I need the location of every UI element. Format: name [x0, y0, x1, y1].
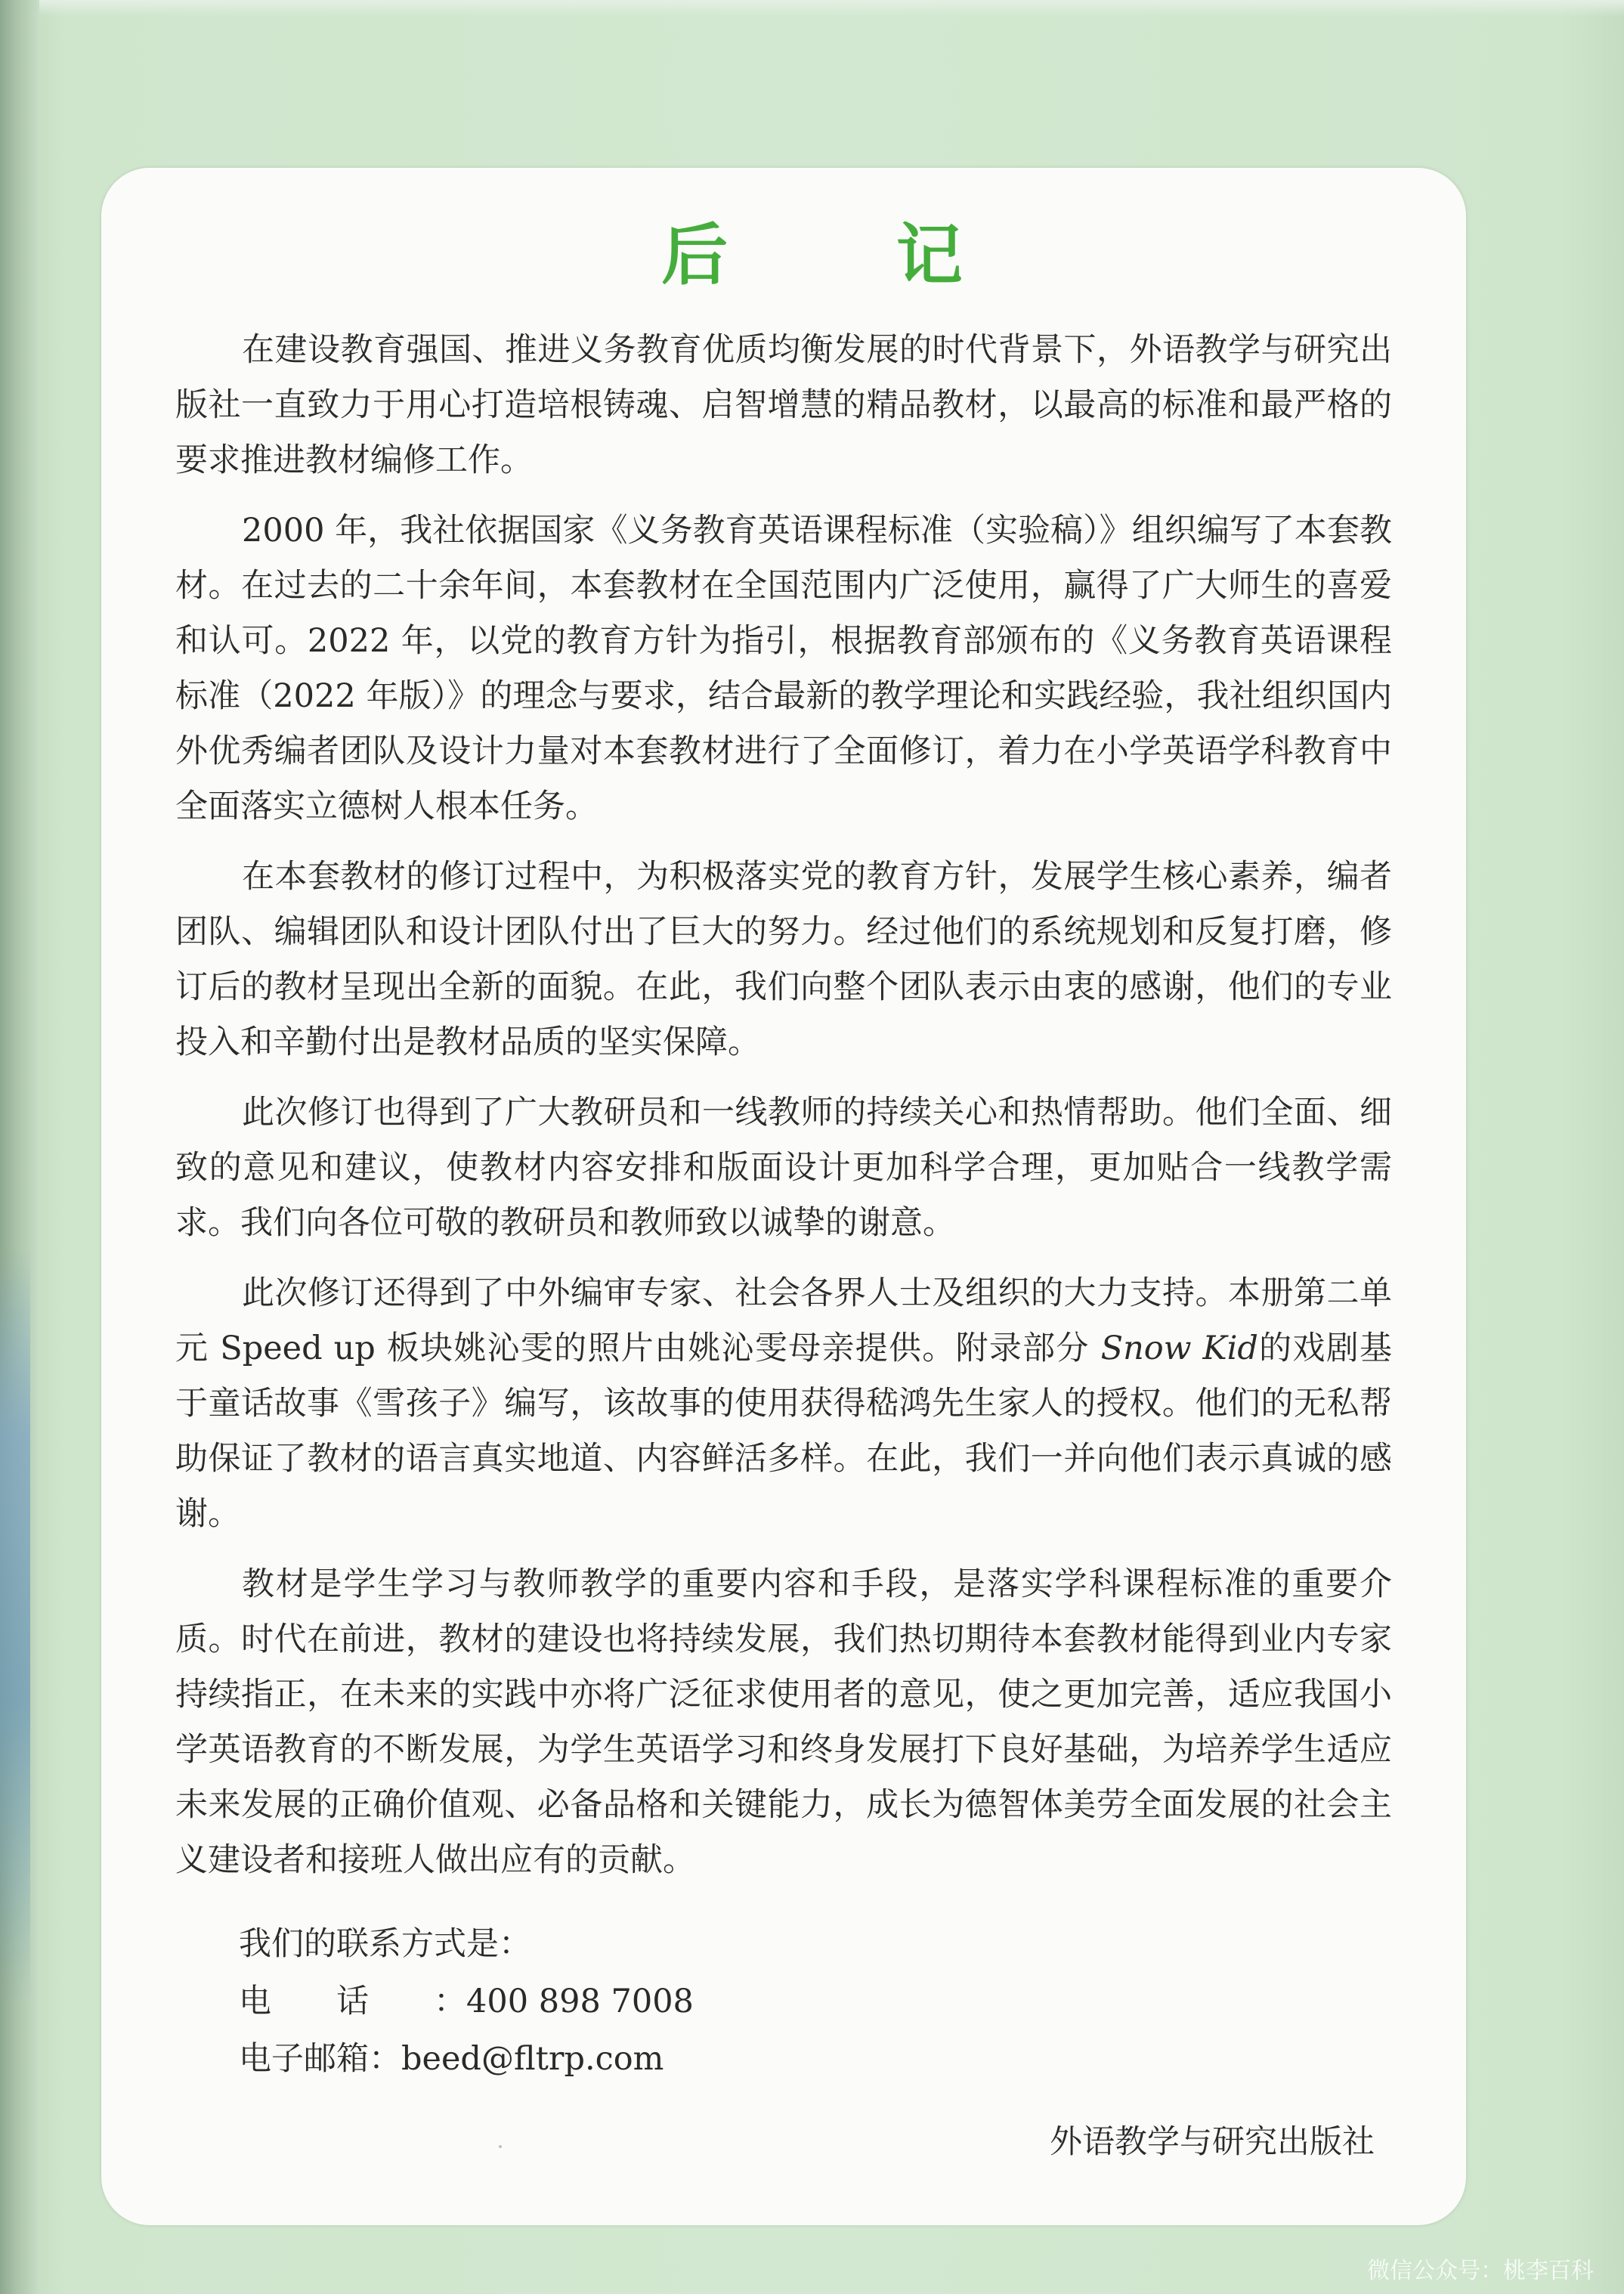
paragraph-1: 在建设教育强国、推进义务教育优质均衡发展的时代背景下，外语教学与研究出版社一直致力于用心打造培根铸魂、启智增慧的精品教材，以最高的标准和最严格的要求推进教材编修工作。: [175, 331, 1392, 479]
scan-speck: [499, 2145, 502, 2148]
contact-intro: 我们的联系方式是：: [239, 1925, 531, 1963]
phone-value: 400 898 7008: [466, 1983, 694, 2020]
paragraph-5-part-2: 的戏剧基于童话故事《雪孩子》编写，该故事的使用获得嵇鸿先生家人的授权。他们的无私帮助保证了教材的语言真实地道、内容鲜活多样。在此，我们一并向他们表示真诚的感谢。: [175, 1330, 1392, 1533]
email-value: beed@fltrp.com: [401, 2040, 664, 2078]
phone-label: 电话: [239, 1983, 434, 2020]
contact-email: [239, 2030, 1392, 2088]
snow-kid-title: Snow Kid: [1100, 1330, 1258, 1367]
email-colon: ：: [369, 2040, 401, 2078]
page-top-edge: [39, 0, 1624, 17]
contact-phone: [239, 1973, 1392, 2030]
paragraph-2: 2000 年，我社依据国家《义务教育英语课程标准（实验稿）》组织编写了本套教材。在过去的二十余年间，本套教材在全国范围内广泛使用，赢得了广大师生的喜爱和认可。2022 年，以党的教育方针为指引，根据教育部颁布的《义务教育英语课程标准（2022 年版）》的理念与要求，结合最新的教学理论和实践经验，我社组织国内外优秀编者团队及设计力量对本套教材进行了全面修订，着力在小学英语学科教育中全面落实立德树人根本任务。: [175, 512, 1392, 825]
wechat-watermark: 微信公众号：桃李百科: [1367, 2258, 1594, 2284]
paragraph-5-part-1: 此次修订还得到了中外编审专家、社会各界人士及组织的大力支持。本册第二单元 Speed up 板块姚沁雯的照片由姚沁雯母亲提供。附录部分: [175, 1274, 1392, 1367]
body-text: [175, 323, 1392, 2088]
publisher-signature: 外语教学与研究出版社: [1050, 2123, 1375, 2161]
paragraph-5: [175, 1266, 1392, 1542]
paragraph-3: 在本套教材的修订过程中，为积极落实党的教育方针，发展学生核心素养，编者团队、编辑团队和设计团队付出了巨大的努力。经过他们的系统规划和反复打磨，修订后的教材呈现出全新的面貌。在此，我们向整个团队表示由衷的感谢，他们的专业投入和辛勤付出是教材品质的坚实保障。: [175, 858, 1392, 1061]
paragraph-6: 教材是学生学习与教师教学的重要内容和手段，是落实学科课程标准的重要介质。时代在前进，教材的建设也将持续发展，我们热切期待本套教材能得到业内专家持续指正，在未来的实践中亦将广泛征求使用者的意见，使之更加完善，适应我国小学英语教育的不断发展，为学生英语学习和终身发展打下良好基础，为培养学生适应未来发展的正确价值观、必备品格和关键能力，成长为德智体美劳全面发展的社会主义建设者和接班人做出应有的贡献。: [175, 1565, 1392, 1879]
page-title: 后 记: [661, 216, 1035, 294]
phone-colon: ：: [434, 1983, 466, 2020]
binding-photo-strip: [0, 1247, 30, 2003]
email-label: 电子邮箱: [239, 2040, 369, 2078]
paragraph-4: 此次修订也得到了广大教研员和一线教师的持续关心和热情帮助。他们全面、细致的意见和建议，使教材内容安排和版面设计更加科学合理，更加贴合一线教学需求。我们向各位可敬的教研员和教师致以诚挚的谢意。: [175, 1094, 1392, 1242]
contact-block: [175, 1915, 1392, 2088]
